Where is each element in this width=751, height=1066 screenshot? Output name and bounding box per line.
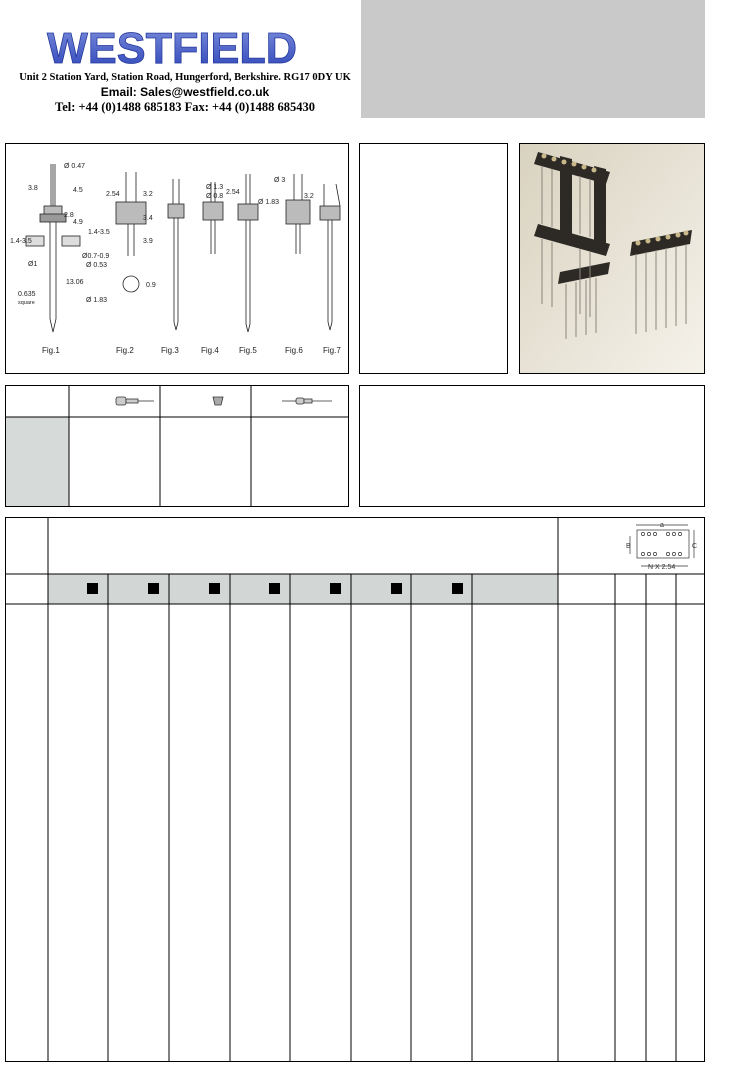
ordering-table xyxy=(5,517,705,1062)
pin-icon-short xyxy=(213,397,223,405)
svg-text:Ø 1.83: Ø 1.83 xyxy=(258,199,280,206)
pin-icon-long xyxy=(116,397,154,405)
svg-text:N X 2.54: N X 2.54 xyxy=(648,564,676,571)
fig-label: Fig.2 xyxy=(116,346,134,355)
svg-text:Ø 0.53: Ø 0.53 xyxy=(86,262,108,269)
fig-label: Fig.7 xyxy=(323,346,341,355)
company-logo-text: WESTFIELD xyxy=(47,24,297,68)
svg-text:0.9: 0.9 xyxy=(146,282,156,289)
pin-icon-wire xyxy=(282,398,332,404)
svg-text:a: a xyxy=(660,522,664,529)
fig-label: Fig.3 xyxy=(161,346,179,355)
svg-text:Ø 1.3: Ø 1.3 xyxy=(206,184,224,191)
svg-text:1.4-3.5: 1.4-3.5 xyxy=(10,238,32,245)
svg-text:2.8: 2.8 xyxy=(64,212,74,219)
svg-text:4.9: 4.9 xyxy=(73,219,83,226)
svg-text:2.54: 2.54 xyxy=(106,191,120,198)
product-photo xyxy=(519,143,705,374)
fig-label: Fig.5 xyxy=(239,346,257,355)
phone-line: Tel: +44 (0)1488 685183 Fax: +44 (0)1488 685430 xyxy=(55,100,315,114)
email-line: Email: Sales@westfield.co.uk xyxy=(100,85,270,99)
fig-label: Fig.1 xyxy=(42,346,60,355)
description-panel xyxy=(359,143,508,374)
svg-text:1.4-3.5: 1.4-3.5 xyxy=(88,229,110,236)
pin-dimension-drawings xyxy=(6,144,348,373)
svg-text:square: square xyxy=(18,300,35,306)
svg-text:2.54: 2.54 xyxy=(226,189,240,196)
company-contact xyxy=(10,70,360,115)
svg-text:3.2: 3.2 xyxy=(143,191,153,198)
svg-text:Ø 0.8: Ø 0.8 xyxy=(206,193,224,200)
fig-label: Fig.6 xyxy=(285,346,303,355)
svg-text:B: B xyxy=(626,543,631,550)
pin-types-panel xyxy=(5,385,349,507)
svg-text:3.4: 3.4 xyxy=(143,215,153,222)
ic-socket-photo xyxy=(520,144,704,373)
svg-text:Ø 1.83: Ø 1.83 xyxy=(86,297,108,304)
company-logo xyxy=(46,24,298,68)
svg-text:3.2: 3.2 xyxy=(304,193,314,200)
svg-text:Ø 0.47: Ø 0.47 xyxy=(64,163,86,170)
notes-panel xyxy=(359,385,705,507)
socket-dimension-diagram xyxy=(630,525,694,566)
svg-text:Ø0.7-0.9: Ø0.7-0.9 xyxy=(82,253,110,260)
svg-text:0.635: 0.635 xyxy=(18,291,36,298)
svg-text:3.8: 3.8 xyxy=(28,185,38,192)
svg-text:Ø1: Ø1 xyxy=(28,261,38,268)
address-line: Unit 2 Station Yard, Station Road, Hungerford, Berkshire. RG17 0DY UK xyxy=(19,72,351,83)
header-grey-panel xyxy=(361,0,705,118)
pin-figures-panel xyxy=(5,143,349,374)
fig-label: Fig.4 xyxy=(201,346,219,355)
svg-text:3.9: 3.9 xyxy=(143,238,153,245)
svg-text:4.5: 4.5 xyxy=(73,187,83,194)
pin-types-grid xyxy=(6,386,348,506)
svg-text:Ø 3: Ø 3 xyxy=(274,177,286,184)
svg-text:C: C xyxy=(692,543,698,550)
ordering-table-grid xyxy=(6,518,704,1061)
svg-text:13.06: 13.06 xyxy=(66,279,84,286)
